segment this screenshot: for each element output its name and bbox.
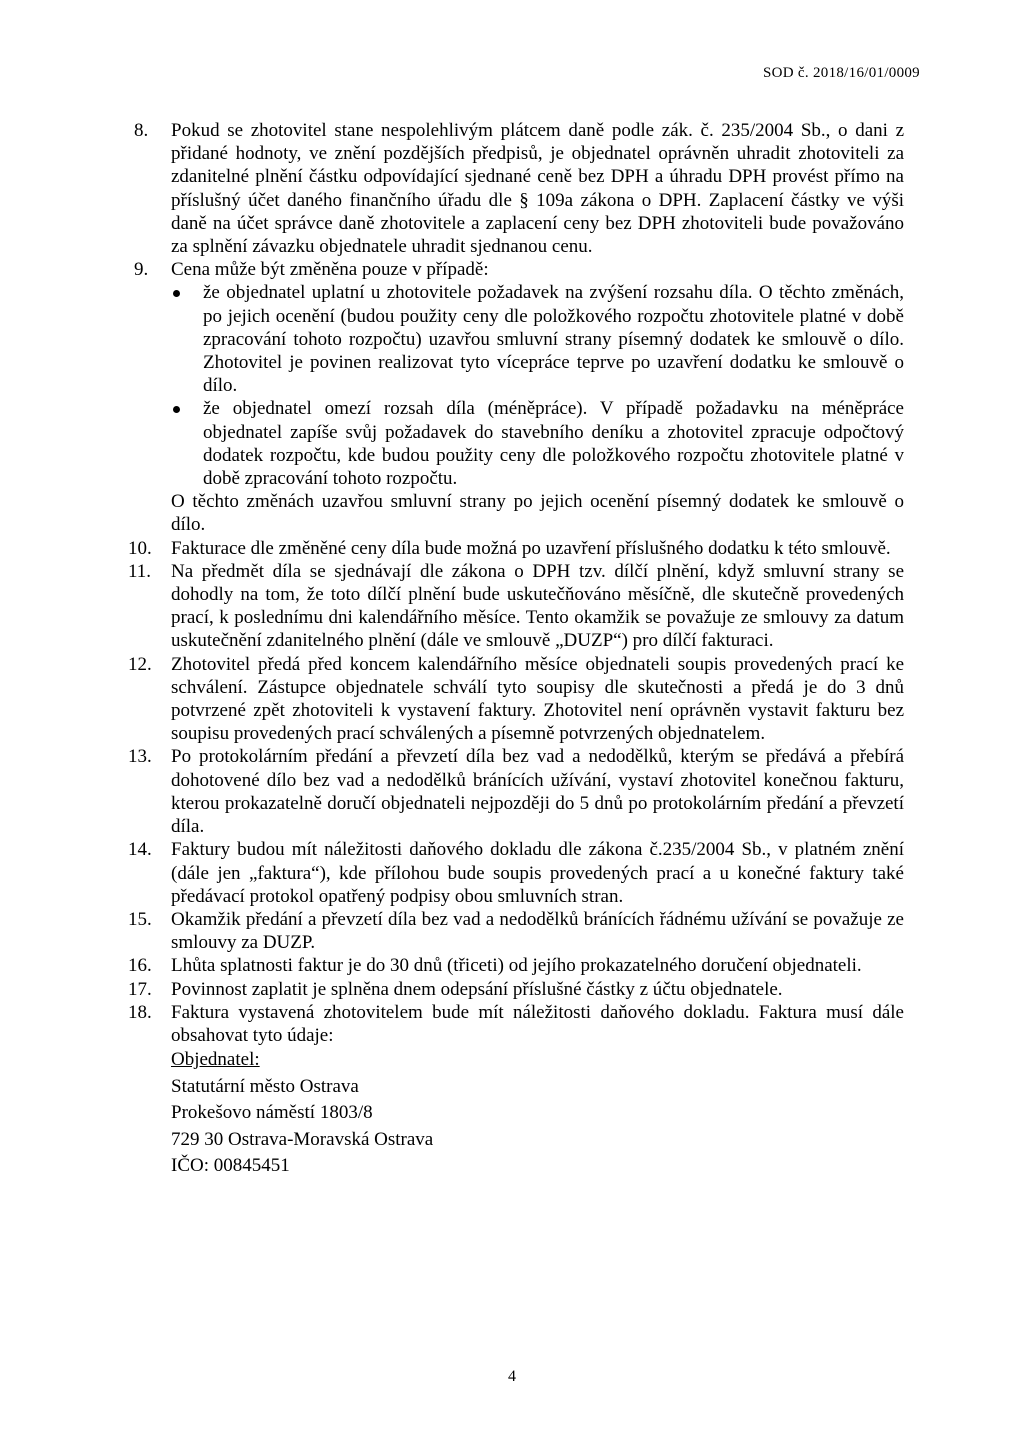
clause-text: Okamžik předání a převzetí díla bez vad a nedodělků bránících řádnému užívání se považuje ze smlouvy za DUZP. [171,908,904,954]
clause-number: 8. [134,120,149,141]
clause-9 [128,258,904,536]
clause-18 [128,1001,904,1180]
clause-number: 11. [128,560,152,582]
clause-text: Faktury budou mít náležitosti daňového dokladu dle zákona č.235/2004 Sb., v platném znění (dále jen „faktura“), kde přílohou bude soupis provedených prací a u konečné faktury také předávací protokol opatřený podpisy obou smluvních stran. [171,839,904,907]
page-number: 4 [508,1368,516,1385]
clause-text: Pokud se zhotovitel stane nespolehlivým plátcem daně podle zák. č. 235/2004 Sb., o dani z přidané hodnoty, ve znění pozdějších předpisů, je objednatel oprávněn uhradit zhotoviteli za zdanitelné plnění částku odpovídající sjednané ceně bez DPH a úhradu DPH provést přímo na příslušný účet daného finančního úřadu dle § 109a zákona o DPH. Zaplacení částky ve výši daně na účet správce daně zhotovitele a zaplacení ceny bez DPH zhotoviteli bude považováno za splnění závazku objednatele uhradit sjednanou cenu. [171,120,904,258]
clause-text: Povinnost zaplatit je splněna dnem odepsání příslušné částky z účtu objednatele. [171,978,783,1000]
clause-14 [128,838,904,908]
clause-closing: O těchto změnách uzavřou smluvní strany po jejich ocenění písemný dodatek ke smlouvě o dílo. [171,491,904,536]
clause-text: Na předmět díla se sjednávají dle zákona o DPH tzv. dílčí plnění, když smluvní strany se dohodly na tom, že toto dílčí plnění bude uskutečňováno měsíčně, dle skutečně provedených prací, k poslednímu dni kalendářního měsíce. Tento okamžik se považuje ze smlouvy za datum uskutečnění zdanitelného plnění (dále ve smlouvě „DUZP“) pro dílčí fakturaci. [171,560,904,652]
clause-text: Fakturace dle změněné ceny díla bude možná po uzavření příslušného dodatku k této smlouvě. [171,537,891,559]
clause-13 [128,745,904,838]
client-label: Objednatel: [171,1049,260,1071]
document-body [128,119,904,1180]
clause-text: Po protokolárním předání a převzetí díla bez vad a nedodělků, kterým se předává a přebírá dohotovené dílo bez vad a nedodělků bránících užívání, vystaví zhotovitel konečnou fakturu, kterou prokazatelně doručí objednateli nejpozději do 5 dnů po protokolárním předání a převzetí díla. [171,746,904,838]
clause-16 [128,954,904,977]
bullet-list [171,281,904,490]
bullet-item [171,281,904,397]
clause-text: Faktura vystavená zhotovitelem bude mít náležitosti daňového dokladu. Faktura musí dále obsahovat tyto údaje: [171,1001,904,1046]
bullet-item [171,397,904,490]
clause-17 [128,978,904,1001]
clause-number: 17. [128,978,152,1000]
clause-number: 15. [128,908,152,930]
client-ico: IČO: 00845451 [171,1155,290,1177]
clause-number: 12. [128,653,152,675]
client-address-block [171,1047,904,1180]
clause-number: 18. [128,1001,152,1023]
clause-15 [128,908,904,954]
clause-text: Lhůta splatnosti faktur je do 30 dnů (třiceti) od jejího prokazatelného doručení objednateli. [171,955,862,977]
clause-12 [128,653,904,746]
clause-number: 13. [128,746,152,768]
bullet-text: že objednatel omezí rozsah díla (méněpráce). V případě požadavku na méněpráce objednatel zapíše svůj požadavek do stavebního deníku a zhotovitel zpracuje odpočtový dodatek rozpočtu, kde budou použity ceny dle položkového rozpočtu zhotovitele platné v době zpracování tohoto rozpočtu. [203,398,904,490]
clause-11 [128,560,904,653]
clause-number: 10. [128,537,152,559]
client-city: 729 30 Ostrava-Moravská Ostrava [171,1128,434,1150]
clause-intro: Cena může být změněna pouze v případě: [171,259,489,281]
clause-number: 16. [128,955,152,977]
clause-10 [128,537,904,560]
contract-reference: SOD č. 2018/16/01/0009 [762,65,920,81]
client-street: Prokešovo náměstí 1803/8 [171,1102,373,1124]
client-name: Statutární město Ostrava [171,1075,359,1097]
bullet-text: že objednatel uplatní u zhotovitele požadavek na zvýšení rozsahu díla. O těchto změnách, po jejich ocenění (budou použity ceny dle položkového rozpočtu zhotovitele platné v době zpracování tohoto rozpočtu) uzavřou smluvní strany písemný dodatek ke smlouvě o dílo. Zhotovitel je povinen realizovat tyto vícepráce teprve po uzavření dodatku ke smlouvě o dílo. [203,282,904,397]
clause-number: 14. [128,839,152,861]
clause-text: Zhotovitel předá před koncem kalendářního měsíce objednateli soupis provedených prací ke schválení. Zástupce objednatele schválí tyto soupisy dle skutečnosti a předá je do 3 dnů potvrzené zpět zhotoviteli k vystavení faktury. Zhotovitel není oprávněn vystavit fakturu bez soupisu provedených prací schválených a písemně potvrzených objednatelem. [171,653,904,745]
clause-number: 9. [134,259,149,281]
clause-8 [128,119,904,258]
